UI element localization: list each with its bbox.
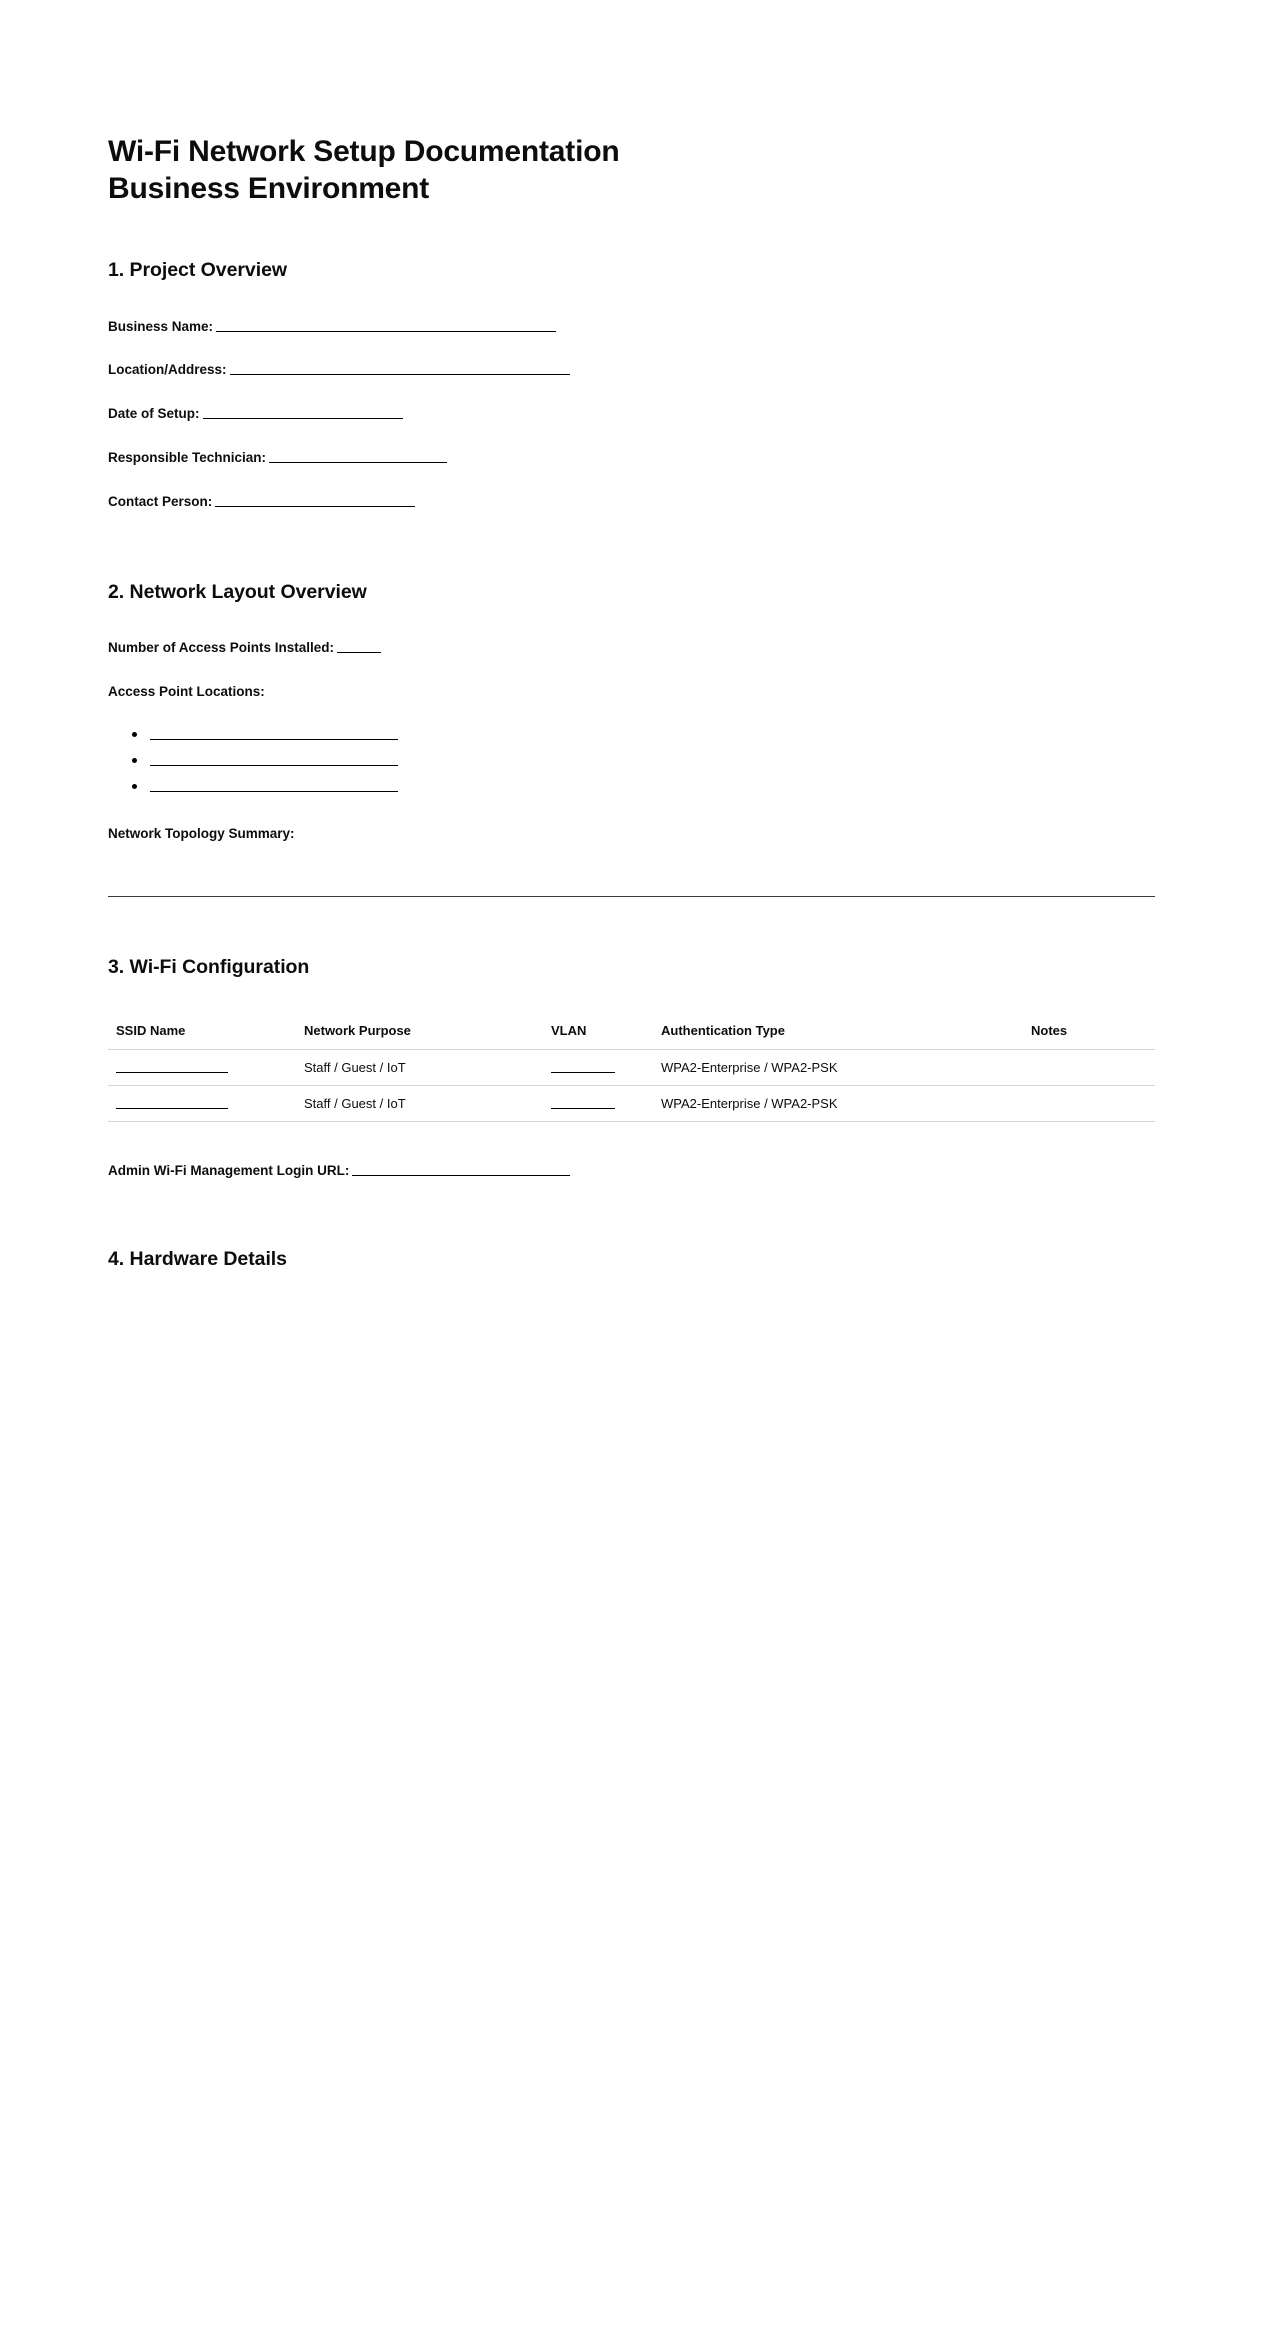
column-header-ssid-name: SSID Name	[108, 1016, 304, 1050]
cell-network-purpose: Staff / Guest / IoT	[304, 1050, 551, 1086]
list-item	[108, 721, 1155, 747]
field-input-contact-person[interactable]	[215, 495, 415, 507]
field-label-admin-management-login-url: Admin Wi-Fi Management Login URL:	[108, 1163, 350, 1179]
field-admin-management-login-url	[108, 1162, 1155, 1180]
field-label-network-topology-summary: Network Topology Summary:	[108, 826, 295, 842]
cell-vlan[interactable]	[551, 1050, 661, 1086]
table-row	[108, 1086, 1155, 1122]
field-input-access-point-location-3[interactable]	[150, 779, 398, 792]
column-header-notes: Notes	[1031, 1016, 1155, 1050]
table-header-row	[108, 1016, 1155, 1050]
table-header	[108, 1016, 1155, 1050]
field-label-access-point-locations: Access Point Locations:	[108, 684, 265, 700]
field-contact-person	[108, 493, 1155, 511]
cell-authentication-type: WPA2-Enterprise / WPA2-PSK	[661, 1086, 1031, 1122]
table-row	[108, 1050, 1155, 1086]
cell-network-purpose: Staff / Guest / IoT	[304, 1086, 551, 1122]
field-label-responsible-technician: Responsible Technician:	[108, 450, 267, 466]
list-item	[108, 747, 1155, 773]
document-content	[108, 0, 1155, 1272]
cell-notes[interactable]	[1031, 1086, 1155, 1122]
cell-ssid-name[interactable]	[108, 1050, 304, 1086]
field-label-location-address: Location/Address:	[108, 361, 227, 377]
field-input-location-address[interactable]	[230, 363, 570, 375]
field-input-ssid-name-2[interactable]	[116, 1097, 228, 1109]
section-divider	[108, 896, 1155, 897]
document-title-line-2: Business Environment	[108, 171, 430, 205]
document-title	[108, 0, 1155, 207]
document-title-line-1: Wi-Fi Network Setup Documentation	[108, 135, 620, 168]
column-header-vlan: VLAN	[551, 1016, 661, 1050]
field-input-ssid-name-1[interactable]	[116, 1061, 228, 1073]
wifi-configuration-table	[108, 1016, 1155, 1123]
field-business-name	[108, 318, 1155, 336]
field-input-admin-management-login-url[interactable]	[352, 1164, 570, 1176]
field-label-access-points-installed: Number of Access Points Installed:	[108, 639, 335, 655]
access-point-locations-list	[108, 721, 1155, 799]
section-heading-project-overview: 1. Project Overview	[108, 259, 287, 282]
bullet-icon	[132, 758, 137, 763]
list-item	[108, 773, 1155, 799]
table-body	[108, 1050, 1155, 1122]
field-input-access-point-location-1[interactable]	[150, 727, 398, 740]
cell-authentication-type: WPA2-Enterprise / WPA2-PSK	[661, 1050, 1031, 1086]
bullet-icon	[132, 732, 137, 737]
field-input-access-points-installed[interactable]	[337, 641, 381, 653]
cell-notes[interactable]	[1031, 1050, 1155, 1086]
field-input-vlan-1[interactable]	[551, 1061, 615, 1073]
field-label-date-of-setup: Date of Setup:	[108, 405, 200, 421]
field-location-address	[108, 361, 1155, 379]
field-responsible-technician	[108, 449, 1155, 467]
field-label-business-name: Business Name:	[108, 318, 214, 334]
bullet-icon	[132, 784, 137, 789]
field-input-business-name[interactable]	[216, 320, 556, 332]
field-date-of-setup	[108, 405, 1155, 423]
field-input-date-of-setup[interactable]	[203, 407, 403, 419]
field-access-points-installed	[108, 639, 1155, 657]
cell-ssid-name[interactable]	[108, 1086, 304, 1122]
field-input-responsible-technician[interactable]	[269, 451, 447, 463]
section-heading-wifi-configuration: 3. Wi-Fi Configuration	[108, 955, 310, 978]
field-input-access-point-location-2[interactable]	[150, 753, 398, 766]
column-header-authentication-type: Authentication Type	[661, 1016, 1031, 1050]
section-heading-hardware-details: 4. Hardware Details	[108, 1247, 287, 1270]
field-input-vlan-2[interactable]	[551, 1097, 615, 1109]
field-label-contact-person: Contact Person:	[108, 494, 213, 510]
column-header-network-purpose: Network Purpose	[304, 1016, 551, 1050]
cell-vlan[interactable]	[551, 1086, 661, 1122]
section-heading-network-layout-overview: 2. Network Layout Overview	[108, 580, 367, 603]
